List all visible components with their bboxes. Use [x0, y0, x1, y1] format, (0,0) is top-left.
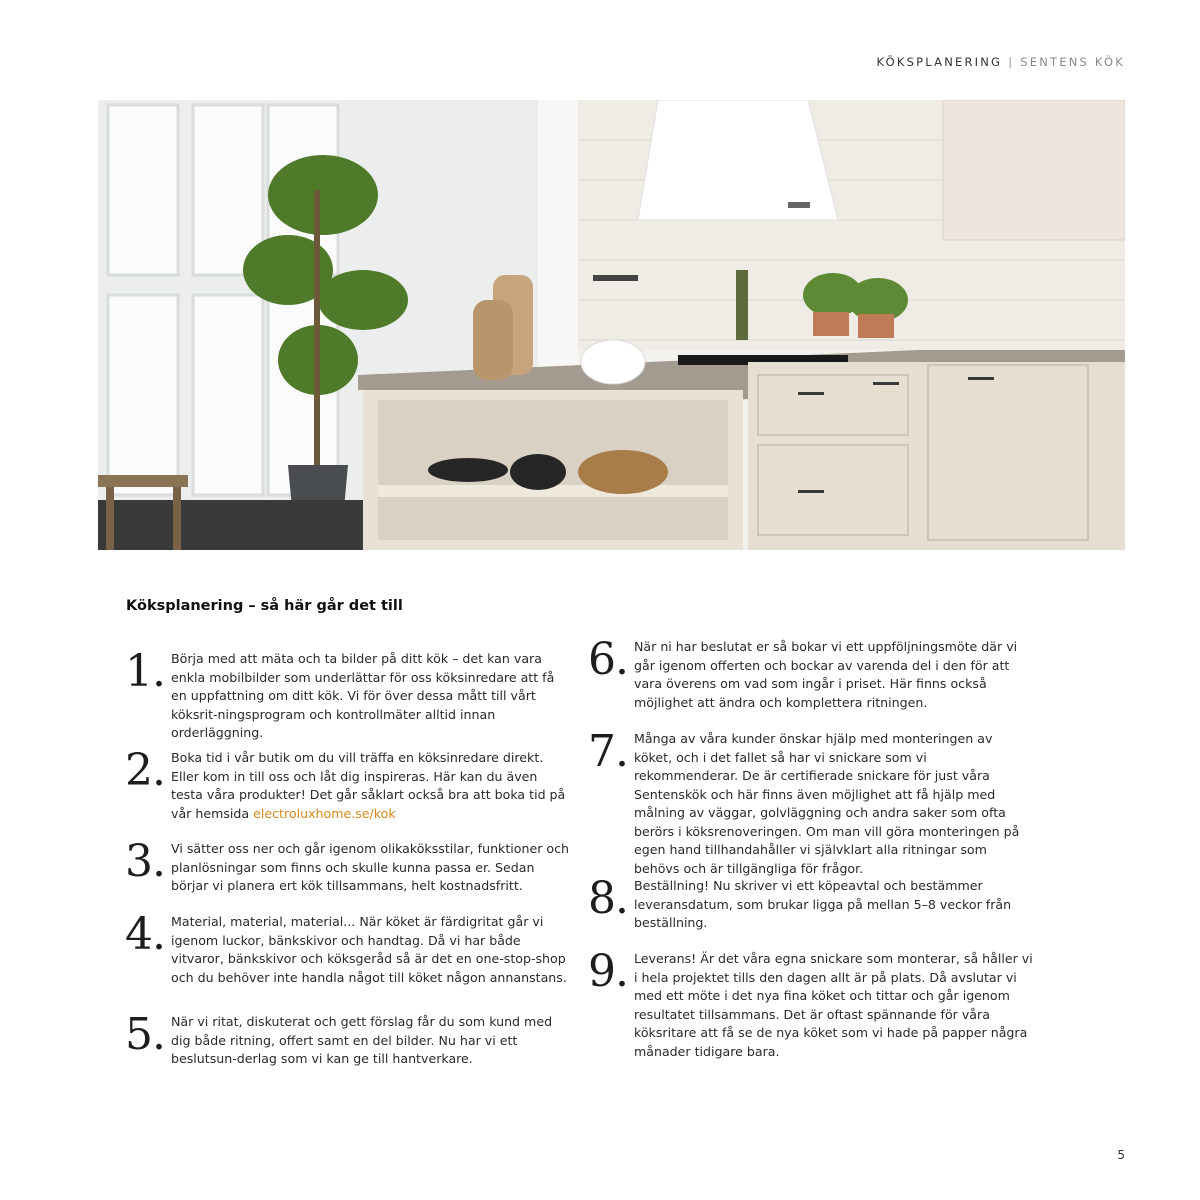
header-title: KÖKSPLANERING — [876, 55, 1003, 69]
step-text: Många av våra kunder önskar hjälp med monteringen av köket, och i det fallet så har vi snickare som vi rekommenderar. De är certifierade snickare för just våra Sentenskök och här finns även möjlighet att få hjälp med målning av väggar, golvläggning och andra saker som ofta berörs i köksrenoveringen. Om man vill göra monteringen på egen hand tillhandahåller vi självklart alla ritningar som behövs och är tillgängliga för frågor. — [634, 731, 1020, 876]
step-text: Vi sätter oss ner och går igenom olikaköksstilar, funktioner och planlösningar som finns och skulle kunna passa er. Sedan börjar vi planera ert kök tillsammans, helt kostnadsfritt. — [171, 841, 570, 893]
step-text: Material, material, material... När köket är färdigritat går vi igenom luckor, bänkskivor och handtag. Då vi har både vitvaror, bänkskivor och köksgeråd så är det en one-stop-shop och du behöver inte handla något till köket någon annanstans. — [171, 914, 567, 985]
step-number: 4. — [125, 909, 165, 960]
step-text — [171, 749, 571, 823]
step-text: Börja med att mäta och ta bilder på ditt kök – det kan vara enkla mobilbilder som underlättar för oss köksinredare att få en uppfattning om ditt kök. Vi för över dessa mått till vårt köksrit-ningsprogram och kontrollmäter alltid innan orderläggning. — [171, 651, 555, 740]
step-number: 9. — [588, 946, 628, 997]
kitchen-photo — [98, 100, 1125, 550]
step-number: 7. — [588, 726, 628, 777]
step-text: Beställning! Nu skriver vi ett köpeavtal och bestämmer leveransdatum, som brukar ligga på mellan 5–8 veckor från beställning. — [634, 878, 1012, 930]
website-link[interactable]: electroluxhome.se/kok — [253, 805, 396, 821]
header-subtitle: SENTENS KÖK — [1020, 55, 1125, 69]
step-number: 3. — [125, 836, 165, 887]
step-number: 5. — [125, 1009, 165, 1060]
step-number: 2. — [125, 745, 165, 796]
step-text: När vi ritat, diskuterat och gett förslag får du som kund med dig både ritning, offert samt en del bilder. Nu har vi ett beslutsun-derlag som vi kan ge till hantverkare. — [171, 1014, 553, 1066]
step-text: Leverans! Är det våra egna snickare som monterar, så håller vi i hela projektet tills den dagen allt är på plats. Då avslutar vi med ett möte i det nya fina köket och tittar och går igenom resultatet tillsammans. Det är oftast spännande för våra köksritare att få se de nya köket som vi hade på papper några månader tidigare bara. — [634, 951, 1033, 1059]
step-text-body: Boka tid i vår butik om du vill träffa en köksinredare direkt. Eller kom in till oss och låt dig inspireras. Här kan du även testa våra produkter! Det går såklart också bra att boka tid på vår hemsida — [171, 750, 566, 821]
header-separator: | — [1008, 55, 1015, 69]
step-text: När ni har beslutat er så bokar vi ett uppföljningsmöte där vi går igenom offerten och bockar av varenda del i den för att vara överens om vad som ingår i priset. Här finns också möjlighet att ändra och komplettera ritningen. — [634, 639, 1018, 710]
section-title: Köksplanering – så här går det till — [126, 598, 403, 614]
page-header — [877, 55, 1125, 69]
step-number: 6. — [588, 634, 628, 685]
page-number: 5 — [1117, 1148, 1125, 1162]
step-number: 1. — [125, 646, 165, 697]
step-number: 8. — [588, 873, 628, 924]
